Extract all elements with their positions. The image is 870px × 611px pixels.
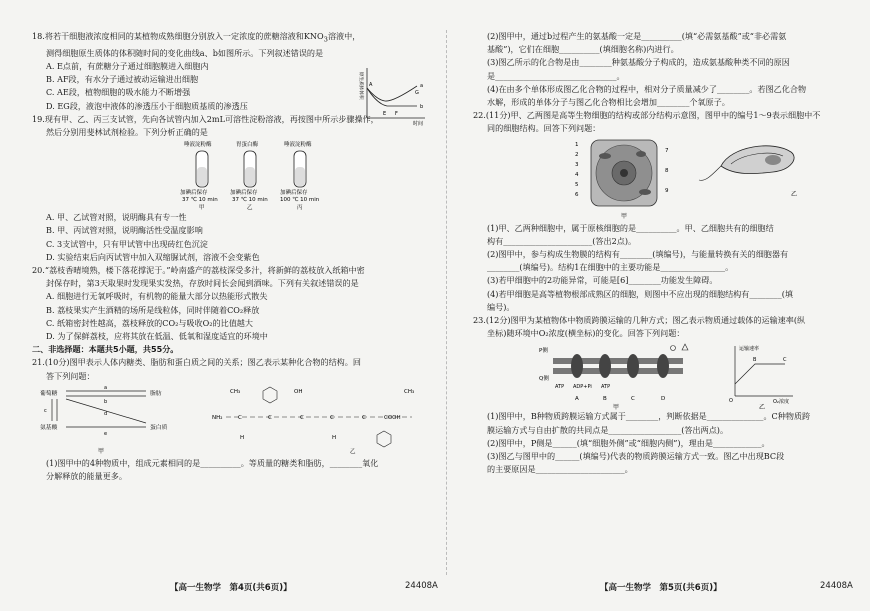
figure-yi-label-22: 乙 <box>791 190 798 198</box>
q21-sub4-line1: (4)在由多个单体形成图乙化合物的过程中，相对分子质量减少了________。若图乙化合物 <box>487 83 807 94</box>
side-q: Q侧 <box>539 376 549 383</box>
q22-sub4-line2: 编号)。 <box>487 301 515 312</box>
label-1: 1 <box>575 141 579 148</box>
q21-figures <box>32 383 427 457</box>
q18-point-g: G <box>415 90 419 96</box>
point-c: C <box>783 357 787 364</box>
q22-stem-line1: 22.(11分)甲、乙两图是高等生物细胞的结构或部分结构示意图，图甲中的编号1～9表示细胞中不 <box>473 110 821 121</box>
label-3: 3 <box>575 161 579 168</box>
q20-option-c: C. 纸箱密封性越高，荔枝释放的CO₂与吸收O₂的比值越大 <box>46 317 253 328</box>
mol-b: B <box>603 396 607 403</box>
question-21-cont <box>473 30 868 109</box>
node-amino-acid: 氨基酸 <box>40 424 58 431</box>
q23-figures <box>473 340 868 410</box>
q19-stem-line2: 然后分别用斐林试剂检验。下列分析正确的是 <box>46 127 208 138</box>
q22-sub4-line1: (4)若甲细胞是高等植物根部成熟区的细胞，则图中不应出现的细胞结构有________(填 <box>487 288 794 299</box>
left-footer: 【高一生物学 第4页(共6页)】 <box>170 583 292 593</box>
page-divider <box>446 30 447 575</box>
q19-stem-line1: 19.现有甲、乙、丙三支试管，先向各试管内加入2mL可溶性淀粉溶液，再按图中所示步骤操作， <box>32 113 379 124</box>
q18-curve-a: a <box>420 83 424 89</box>
figure-yi-label: 乙 <box>350 448 356 455</box>
q20-option-b: B. 荔枝果实产生酒精的场所是线粒体，同时伴随着CO₂释放 <box>46 304 260 315</box>
q18-point-f: F <box>395 111 398 117</box>
label-2: 2 <box>575 151 579 158</box>
figure-jia-label: 甲 <box>98 447 105 455</box>
left-code: 24408A <box>405 581 438 591</box>
left-page <box>32 30 427 483</box>
origin-o: O <box>729 398 733 405</box>
q18-point-e: E <box>383 111 387 117</box>
node-glucose: 葡萄糖 <box>40 390 58 397</box>
edge-a: a <box>104 384 108 391</box>
mol-d: D <box>661 396 666 403</box>
side-p: P侧 <box>539 348 548 355</box>
question-23 <box>473 314 868 476</box>
q22-sub3: (3)若甲细胞中的2功能异常，可能是[6]________功能发生障碍。 <box>487 275 718 286</box>
q18-option-b: B. AF段，有水分子通过被动运输进出细胞 <box>46 74 199 85</box>
tube-yi <box>230 140 268 211</box>
q18-stem-line2: 测得细胞原生质体的体积随时间的变化曲线a、b如图所示。下列叙述错误的是 <box>46 47 324 58</box>
tube-bing-top: 唾液淀粉酶 <box>284 142 312 149</box>
mol-a: A <box>575 396 579 403</box>
tube-jia-name: 甲 <box>199 205 205 212</box>
figure-jia-label-23: 甲 <box>613 404 620 411</box>
right-code: 24408A <box>820 581 853 591</box>
adp-label: ADP+Pi <box>573 384 592 391</box>
q23-sub2: (2)图甲中，P侧是______(填“细胞外侧”或“细胞内侧”)，理由是____________。 <box>487 437 770 448</box>
question-20 <box>32 264 427 343</box>
section-2-heading: 二、非选择题：本题共5小题，共55分。 <box>32 344 179 355</box>
question-22 <box>473 109 868 314</box>
figure-yi-label-23: 乙 <box>759 404 766 411</box>
q18-option-c: C. AE段，植物细胞的吸水能力不断增强 <box>46 87 191 98</box>
q21-stem-line1: 21.(10分)图甲表示人体内糖类、脂肪和蛋白质之间的关系；图乙表示某种化合物的结构。回 <box>32 357 361 368</box>
q21-sub1-line2: 分解释放的能量更多。 <box>46 471 127 482</box>
edge-e: e <box>104 430 108 437</box>
q22-sub1-line2: 构有______________________(答出2点)。 <box>487 235 637 246</box>
q18-curve-b: b <box>420 104 424 110</box>
question-19 <box>32 113 427 264</box>
q19-option-a: A. 甲、乙试管对照，说明酶具有专一性 <box>46 212 187 223</box>
tube-bing-line1: 加碘后保存 <box>280 190 308 197</box>
struct-oh: OH <box>294 388 303 395</box>
struct-ch3: CH₃ <box>230 388 241 395</box>
q23-sub1-line1: (1)图甲中，B种物质跨膜运输方式属于________，判断依据是______________。C种物质跨 <box>487 411 811 422</box>
q21-structure-yi <box>212 387 414 455</box>
label-7: 7 <box>665 147 669 154</box>
q20-stem-line1: 20.“荔枝香晴境熟，楼下落花撑泥于。”岭南盛产的荔枝深受多汁，将新鲜的荔枝放入纸箱中密 <box>32 265 365 276</box>
tube-jia <box>180 140 218 211</box>
tube-jia-line2: 37 ℃ 10 min <box>182 197 218 204</box>
tube-bing-name: 丙 <box>297 205 303 212</box>
rate-graph-yi <box>729 345 793 410</box>
struct-h1: H <box>240 434 245 441</box>
membrane-jia <box>539 344 688 410</box>
q18-option-a: A. E点前，有蔗糖分子通过细胞膜进入细胞内 <box>46 61 209 72</box>
tube-yi-name: 乙 <box>247 205 253 212</box>
q18-graph-xlabel: 时间 <box>413 121 424 126</box>
tube-bing-line2: 100 ℃ 10 min <box>280 197 320 204</box>
mol-c: C <box>631 396 635 403</box>
q18-graph-ylabel: 原生质体体积 <box>358 72 363 100</box>
q21-sub4-line2: 水解，形成的单体分子与图乙化合物相比会增加________个氧原子。 <box>487 97 730 108</box>
q20-option-d: D. 为了保鲜荔枝，应将其放在低温、低氧和湿度适宜的环境中 <box>46 331 268 342</box>
q21-stem-line2: 答下列问题： <box>46 370 95 381</box>
label-4: 4 <box>575 171 579 178</box>
figure-jia-label-22: 甲 <box>621 212 628 220</box>
q21-sub2-line2: 基酸”)，它们在细胞__________(填细胞名称)内进行。 <box>487 44 679 55</box>
tube-yi-line2: 37 ℃ 10 min <box>232 197 268 204</box>
q21-sub2-line1: (2)图甲中，通过b过程产生的氨基酸一定是__________(填“必需氨基酸”或“非必需氨 <box>487 31 787 41</box>
q20-stem-line2: 封保存时，第3天取果时发现果实发热，存放时间长会闻到酒味。下列有关叙述错误的是 <box>46 278 359 289</box>
struct-cooh: COOH <box>384 414 401 421</box>
struct-ch3-2: CH₃ <box>404 388 415 395</box>
point-b: B <box>753 357 757 364</box>
atp-label-2: ATP <box>601 384 611 391</box>
question-21 <box>32 356 427 483</box>
struct-nh2: NH₂ <box>212 414 223 421</box>
benzene-ring-1 <box>263 387 277 403</box>
tube-jia-top: 唾液淀粉酶 <box>184 142 212 149</box>
label-5: 5 <box>575 181 579 188</box>
q22-sub2-line1: (2)图甲中，参与构成生物膜的结构有________(填编号)，与能量转换有关的细胞器有 <box>487 249 789 260</box>
q21-sub3-line2: 是______________________________。 <box>487 70 625 81</box>
q23-sub3-line1: (3)图乙与图甲中的______(填编号)代表的物质跨膜运输方式一致。图乙中出现BC段 <box>487 451 785 462</box>
graph-xlabel: O₂浓度 <box>773 399 789 406</box>
benzene-ring-2 <box>377 431 391 447</box>
edge-b: b <box>104 398 108 405</box>
q22-sub2-line2: ________(填编号)。结构1在细胞中的主要功能是________________。 <box>487 262 734 273</box>
q23-stem-line2: 坐标)随环境中O₂浓度(横坐标)的变化。回答下列问题： <box>487 328 685 339</box>
q19-option-d: D. 实验结束后向丙试管中加入双缩脲试剂，溶液不会变紫色 <box>46 251 260 262</box>
struct-h2: H <box>332 434 337 441</box>
q22-stem-line2: 同的细胞结构。回答下列问题： <box>487 123 601 134</box>
q18-point-a: A <box>369 82 373 88</box>
struct-c5: C <box>362 414 366 421</box>
label-9: 9 <box>665 187 669 194</box>
node-protein: 蛋白质 <box>150 424 168 431</box>
tube-jia-line1: 加碘后保存 <box>180 190 208 197</box>
q20-option-a: A. 细胞进行无氧呼吸时，有机物的能量大部分以热能形式散失 <box>46 291 268 302</box>
edge-d: d <box>104 410 108 417</box>
q22-sub1-line1: (1)甲、乙两种细胞中，属于原核细胞的是__________。甲、乙细胞共有的细胞结 <box>487 222 774 233</box>
q19-option-c: C. 3支试管中，只有甲试管中出现砖红色沉淀 <box>46 238 208 249</box>
q18-option-d: D. EG段，液泡中液体的渗透压小于细胞质基质的渗透压 <box>46 100 248 111</box>
q19-tube-figure <box>180 139 440 211</box>
right-page <box>473 30 868 476</box>
struct-c2: C <box>268 414 272 421</box>
struct-c1: C <box>238 414 242 421</box>
q23-stem-line1: 23.(12分)图甲为某植物体中物质跨膜运输的几种方式；图乙表示物质通过载体的运输速率(纵 <box>473 315 806 326</box>
q19-option-b: B. 甲、丙试管对照，说明酶活性受温度影响 <box>46 225 203 236</box>
struct-c3: C <box>300 414 304 421</box>
atp-label-1: ATP <box>555 384 565 391</box>
q21-diagram-jia <box>40 385 168 455</box>
q23-sub1-line2: 膜运输方式与自由扩散的共同点是__________________(答出两点)。 <box>487 424 729 435</box>
tube-yi-top: 胃蛋白酶 <box>236 142 259 149</box>
label-6: 6 <box>575 191 579 198</box>
q18-stem-line1: 18.将若干细胞液浓度相同的某植物成熟细胞分别放入一定浓度的蔗糖溶液和$KNO_3$溶液中， <box>32 31 361 44</box>
q21-sub3-line1: (3)图乙所示的化合物是由________种氨基酸分子构成的，造成氨基酸种类不同的原因 <box>487 57 790 68</box>
struct-c4: C <box>330 414 334 421</box>
tube-bing <box>280 140 320 211</box>
q18-volume-graph <box>357 64 429 126</box>
q21-sub1-line1: (1)图甲中的4种物质中，组成元素相同的是__________。等质量的糖类和脂肪，________氧化 <box>46 457 379 468</box>
q23-sub3-line2: 的主要原因是______________________。 <box>487 464 633 475</box>
q22-cell-figures <box>473 136 868 222</box>
edge-c: c <box>44 407 47 414</box>
label-8: 8 <box>665 167 669 174</box>
node-fat: 脂肪 <box>150 390 162 397</box>
tube-yi-line1: 加碘后保存 <box>230 190 258 197</box>
right-footer: 【高一生物学 第5页(共6页)】 <box>600 583 722 593</box>
graph-ylabel: 运输速率 <box>739 346 760 353</box>
cell-yi <box>699 145 797 197</box>
cell-jia <box>575 140 669 220</box>
